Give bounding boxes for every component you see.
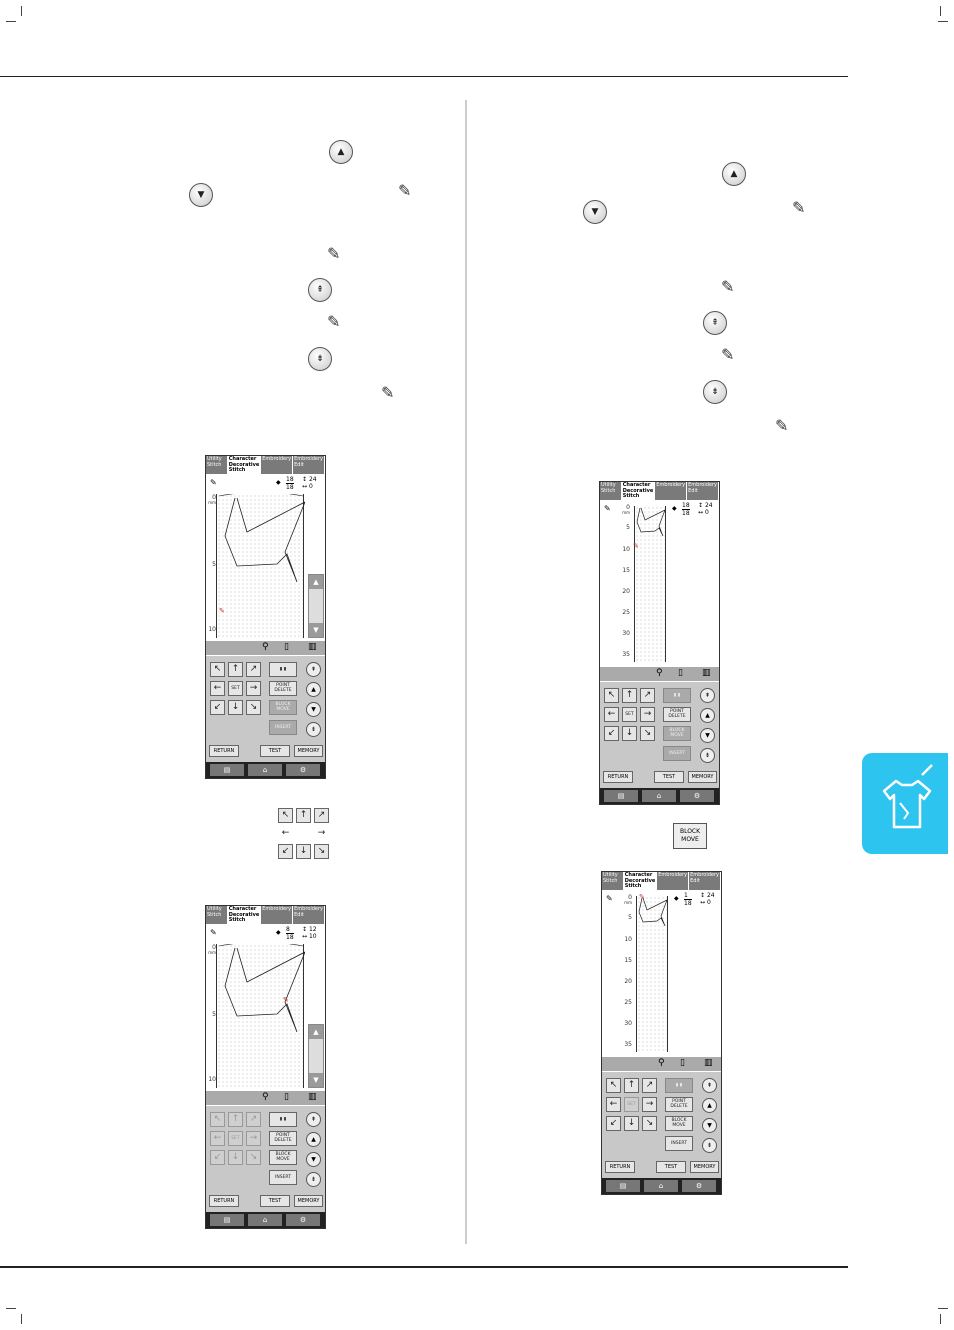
scrollbar[interactable] — [308, 1024, 324, 1088]
arrow-down-icon: ↓ — [296, 844, 311, 859]
ruler-unit: mm — [208, 950, 216, 955]
counter-top: 8 — [286, 926, 290, 933]
view-toolbar — [206, 641, 325, 655]
ruler-tick: 5 — [628, 914, 632, 921]
jump-up-button[interactable]: ⇞ — [700, 688, 715, 703]
pencil-icon: ✎ — [721, 277, 735, 296]
tab-character-decorative[interactable]: Character Decorative Stitch — [228, 456, 260, 473]
design-grid[interactable] — [216, 944, 304, 1088]
return-button[interactable]: RETURN — [603, 771, 633, 783]
stitch-outline — [217, 944, 305, 1088]
ruler-unit: mm — [624, 900, 632, 905]
jump-down-button[interactable]: ⇟ — [306, 722, 321, 737]
point-info: ✎ ◆ 8 18 ↕ 12 ↔ 10 — [210, 926, 317, 941]
move-right-button[interactable]: → — [246, 681, 261, 696]
move-down-button[interactable]: ↓ — [622, 726, 637, 741]
arrow-keypad-illustration — [278, 808, 330, 860]
test-button[interactable]: TEST — [260, 1195, 290, 1207]
move-up-left-button[interactable]: ↖ — [210, 662, 225, 677]
set-button[interactable]: SET — [624, 1097, 639, 1112]
move-left-button[interactable]: ← — [210, 681, 225, 696]
grid-icon[interactable]: ▯ — [284, 642, 289, 652]
machine-icon[interactable]: ⌂ — [248, 1214, 282, 1226]
move-up-right-button[interactable]: ↗ — [246, 1112, 261, 1127]
jump-up-icon: ⇞ — [703, 311, 727, 335]
ruler-tick: 10 — [208, 626, 216, 633]
insert-button[interactable]: INSERT — [663, 746, 691, 761]
screen-footer — [206, 1212, 325, 1228]
screen-footer — [602, 1178, 721, 1194]
settings-icon[interactable]: ⚙ — [286, 764, 320, 776]
move-up-right-button[interactable]: ↗ — [642, 1078, 657, 1093]
point-up-button[interactable]: ▲ — [702, 1098, 717, 1113]
view-toolbar — [602, 1057, 721, 1071]
block-move-button[interactable]: BLOCK MOVE — [269, 700, 297, 715]
crop-mark — [938, 21, 948, 22]
tag-icon: ◆ — [672, 505, 677, 512]
point-down-button[interactable]: ▼ — [306, 702, 321, 717]
test-button[interactable]: TEST — [656, 1161, 686, 1173]
page-icon[interactable]: ▤ — [210, 764, 244, 776]
arrow-down-right-icon: ↘ — [314, 844, 329, 859]
arrow-left-icon: ← — [278, 826, 293, 841]
mode-tabs — [206, 456, 325, 474]
tab-utility-stitch[interactable]: Utility Stitch — [602, 872, 624, 890]
memory-button[interactable]: MEMORY — [294, 1195, 323, 1207]
move-left-button[interactable]: ← — [606, 1097, 621, 1112]
zoom-icon[interactable]: ⚲ — [658, 1058, 665, 1068]
scroll-up-button[interactable]: ▲ — [309, 1025, 323, 1039]
counter-bottom: 18 — [684, 900, 692, 907]
move-down-left-button[interactable]: ↙ — [606, 1116, 621, 1131]
vertical-value: 24 — [308, 476, 317, 483]
crop-mark — [940, 1314, 941, 1324]
tab-embroidery-edit[interactable]: Embroidery Edit — [689, 872, 721, 890]
move-down-button[interactable]: ↓ — [228, 700, 243, 715]
ruler-tick: 15 — [622, 567, 630, 574]
ruler-tick: 0 — [628, 894, 632, 901]
up-arrow-icon: ▲ — [329, 140, 353, 164]
horizontal-value: 0 — [704, 509, 709, 516]
zoom-icon[interactable]: ⚲ — [656, 668, 663, 678]
horizontal-value: 0 — [706, 899, 711, 906]
counter-bottom: 18 — [682, 510, 690, 517]
tab-embroidery[interactable]: Embroidery — [655, 482, 687, 500]
stitch-outline — [217, 494, 305, 638]
jump-down-button[interactable]: ⇟ — [306, 1172, 321, 1187]
tab-utility-stitch[interactable]: Utility Stitch — [206, 456, 228, 474]
move-down-left-button[interactable]: ↙ — [210, 1150, 225, 1165]
stitch-type-button[interactable]: ▮ ▮ — [269, 1112, 297, 1127]
ruler-tick: 0 — [626, 504, 630, 511]
chapter-side-tab — [862, 753, 948, 854]
ruler-tick: 10 — [208, 1076, 216, 1083]
settings-icon[interactable]: ⚙ — [680, 790, 714, 802]
move-right-button[interactable]: → — [642, 1097, 657, 1112]
pencil-icon: ✎ — [775, 416, 789, 435]
grid-icon[interactable]: ▯ — [284, 1092, 289, 1102]
return-button[interactable]: RETURN — [605, 1161, 635, 1173]
block-move-button[interactable]: BLOCK MOVE — [665, 1116, 693, 1131]
point-info: ✎ ◆ 18 18 ↕ 24 ↔ 0 — [604, 502, 713, 517]
ruler-tick: 30 — [624, 1020, 632, 1027]
point-down-button[interactable]: ▼ — [306, 1152, 321, 1167]
control-panel — [602, 1072, 721, 1180]
screen-footer — [600, 788, 719, 804]
block-move-button[interactable]: BLOCK MOVE — [269, 1150, 297, 1165]
tab-embroidery-edit[interactable]: Embroidery Edit — [293, 906, 325, 924]
jump-up-button[interactable]: ⇞ — [306, 662, 321, 677]
memory-button[interactable]: MEMORY — [688, 771, 717, 783]
move-down-right-button[interactable]: ↘ — [640, 726, 655, 741]
pencil-icon: ✎ — [398, 181, 412, 200]
tab-character-decorative[interactable]: Character Decorative Stitch — [624, 872, 656, 889]
stitch-icon: ✎ — [606, 894, 613, 903]
footer-rule — [0, 1266, 848, 1268]
arrow-right-icon: → — [314, 826, 329, 841]
lcd-screen — [601, 871, 722, 1195]
insert-button[interactable]: INSERT — [269, 720, 297, 735]
mode-tabs — [600, 482, 719, 500]
jump-down-button[interactable]: ⇟ — [700, 748, 715, 763]
set-button[interactable]: SET — [228, 681, 243, 696]
horizontal-value: 10 — [308, 933, 317, 940]
ruler-tick: 5 — [626, 524, 630, 531]
ruler-tick: 35 — [624, 1041, 632, 1048]
move-left-button[interactable]: ← — [210, 1131, 225, 1146]
return-button[interactable]: RETURN — [209, 1195, 239, 1207]
needle-point-icon: ✎ — [219, 607, 225, 615]
jump-down-button[interactable]: ⇟ — [702, 1138, 717, 1153]
page-icon[interactable]: ▤ — [604, 790, 638, 802]
point-delete-button[interactable]: POINT DELETE — [269, 681, 297, 696]
point-up-button[interactable]: ▲ — [700, 708, 715, 723]
arrow-down-left-icon: ↙ — [278, 844, 293, 859]
view-toolbar — [600, 667, 719, 681]
point-delete-button[interactable]: POINT DELETE — [663, 707, 691, 722]
vertical-value: 12 — [308, 926, 317, 933]
zoom-icon[interactable]: ⚲ — [262, 642, 269, 652]
lcd-screen — [205, 455, 326, 779]
stitch-icon: ✎ — [210, 928, 217, 937]
tab-embroidery[interactable]: Embroidery — [261, 906, 293, 924]
move-down-left-button[interactable]: ↙ — [210, 700, 225, 715]
move-up-button[interactable]: ↑ — [624, 1078, 639, 1093]
arrow-up-right-icon: ↗ — [314, 808, 329, 823]
move-up-left-button[interactable]: ↖ — [210, 1112, 225, 1127]
point-info: ✎ ◆ 18 18 ↕ 24 ↔ 0 — [210, 476, 317, 491]
lcd-screen — [599, 481, 720, 805]
point-down-button[interactable]: ▼ — [702, 1118, 717, 1133]
pencil-icon: ✎ — [327, 312, 341, 331]
screen-footer — [206, 762, 325, 778]
block-move-key-illustration: BLOCK MOVE — [673, 823, 707, 849]
up-arrow-icon: ▲ — [722, 162, 746, 186]
move-down-right-button[interactable]: ↘ — [246, 1150, 261, 1165]
tab-character-decorative[interactable]: Character Decorative Stitch — [228, 906, 260, 923]
stitch-type-button[interactable]: ▮ ▮ — [663, 688, 691, 703]
move-up-button[interactable]: ↑ — [622, 688, 637, 703]
page-icon[interactable]: ▤ — [606, 1180, 640, 1192]
stitch-icon: ✎ — [604, 504, 611, 513]
stitch-type-button[interactable]: ▮ ▮ — [269, 662, 297, 677]
block-move-button[interactable]: BLOCK MOVE — [663, 726, 691, 741]
needle-point-icon: ✎ — [639, 893, 645, 901]
crop-mark — [6, 1308, 16, 1309]
tag-icon: ◆ — [276, 479, 281, 486]
tag-icon: ◆ — [276, 929, 281, 936]
ruler-unit: mm — [622, 510, 630, 515]
machine-icon[interactable]: ⌂ — [644, 1180, 678, 1192]
mode-tabs — [602, 872, 721, 890]
counter-top: 18 — [682, 502, 690, 509]
memory-button[interactable]: MEMORY — [690, 1161, 719, 1173]
point-up-button[interactable]: ▲ — [306, 682, 321, 697]
shirt-icon — [862, 753, 948, 854]
tab-embroidery-edit[interactable]: Embroidery Edit — [293, 456, 325, 474]
mode-tabs — [206, 906, 325, 924]
book-icon[interactable]: ▥ — [308, 1092, 317, 1102]
point-delete-button[interactable]: POINT DELETE — [665, 1097, 693, 1112]
set-button[interactable]: SET — [622, 707, 637, 722]
grid-icon[interactable]: ▯ — [678, 668, 683, 678]
jump-up-button[interactable]: ⇞ — [702, 1078, 717, 1093]
pencil-icon: ✎ — [721, 345, 735, 364]
scrollbar[interactable] — [308, 574, 324, 638]
jump-up-icon: ⇞ — [308, 278, 332, 302]
needle-point-icon: ✎ — [633, 542, 639, 550]
counter-bottom: 18 — [286, 934, 294, 941]
settings-icon[interactable]: ⚙ — [682, 1180, 716, 1192]
control-panel — [206, 1106, 325, 1214]
jump-up-button[interactable]: ⇞ — [306, 1112, 321, 1127]
point-info: ✎ ◆ 1 18 ↕ 24 ↔ 0 — [606, 892, 715, 907]
test-button[interactable]: TEST — [654, 771, 684, 783]
ruler-unit: mm — [208, 500, 216, 505]
counter-top: 1 — [684, 892, 688, 899]
crop-mark — [21, 6, 22, 16]
scroll-down-button[interactable]: ▼ — [309, 1073, 323, 1087]
crop-mark — [21, 1314, 22, 1324]
book-icon[interactable]: ▥ — [702, 668, 711, 678]
jump-down-icon: ⇟ — [703, 380, 727, 404]
set-button[interactable]: SET — [228, 1131, 243, 1146]
column-divider — [465, 100, 467, 1244]
insert-button[interactable]: INSERT — [269, 1170, 297, 1185]
view-toolbar — [206, 1091, 325, 1105]
tag-icon: ◆ — [674, 895, 679, 902]
book-icon[interactable]: ▥ — [704, 1058, 713, 1068]
needle-point-icon: ✎ — [283, 996, 289, 1004]
ruler-tick: 0 — [212, 494, 216, 501]
ruler-tick: 5 — [212, 561, 216, 568]
design-grid[interactable] — [636, 893, 668, 1052]
arrow-up-left-icon: ↖ — [278, 808, 293, 823]
vertical-value: 24 — [704, 502, 713, 509]
machine-icon[interactable]: ⌂ — [642, 790, 676, 802]
crop-mark — [938, 1308, 948, 1309]
down-arrow-icon: ▼ — [583, 200, 607, 224]
ruler-tick: 20 — [622, 588, 630, 595]
tab-utility-stitch[interactable]: Utility Stitch — [206, 906, 228, 924]
control-panel — [206, 656, 325, 764]
crop-mark — [6, 21, 16, 22]
move-up-left-button[interactable]: ↖ — [604, 688, 619, 703]
crop-mark — [940, 6, 941, 16]
pencil-icon: ✎ — [381, 383, 395, 402]
ruler-tick: 10 — [624, 936, 632, 943]
return-button[interactable]: RETURN — [209, 745, 239, 757]
insert-button[interactable]: INSERT — [665, 1136, 693, 1151]
move-up-button[interactable]: ↑ — [228, 662, 243, 677]
ruler-tick: 30 — [622, 630, 630, 637]
ruler-tick: 15 — [624, 957, 632, 964]
point-down-button[interactable]: ▼ — [700, 728, 715, 743]
move-left-button[interactable]: ← — [604, 707, 619, 722]
ruler-tick: 10 — [622, 546, 630, 553]
zoom-icon[interactable]: ⚲ — [262, 1092, 269, 1102]
point-delete-button[interactable]: POINT DELETE — [269, 1131, 297, 1146]
tab-embroidery[interactable]: Embroidery — [657, 872, 689, 890]
move-down-right-button[interactable]: ↘ — [642, 1116, 657, 1131]
design-grid[interactable] — [216, 494, 304, 638]
stitch-icon: ✎ — [210, 478, 217, 487]
tab-embroidery-edit[interactable]: Embroidery Edit — [687, 482, 719, 500]
memory-button[interactable]: MEMORY — [294, 745, 323, 757]
machine-icon[interactable]: ⌂ — [248, 764, 282, 776]
tab-utility-stitch[interactable]: Utility Stitch — [600, 482, 622, 500]
stitch-type-button[interactable]: ▮ ▮ — [665, 1078, 693, 1093]
ruler-tick: 20 — [624, 978, 632, 985]
counter-top: 18 — [286, 476, 294, 483]
ruler-tick: 25 — [624, 999, 632, 1006]
design-grid[interactable] — [634, 506, 666, 662]
ruler-tick: 0 — [212, 944, 216, 951]
ruler-tick: 25 — [622, 609, 630, 616]
ruler-tick: 35 — [622, 651, 630, 658]
move-down-left-button[interactable]: ↙ — [604, 726, 619, 741]
test-button[interactable]: TEST — [260, 745, 290, 757]
down-arrow-icon: ▼ — [189, 183, 213, 207]
move-up-right-button[interactable]: ↗ — [640, 688, 655, 703]
vertical-value: 24 — [706, 892, 715, 899]
move-right-button[interactable]: → — [640, 707, 655, 722]
control-panel — [600, 682, 719, 790]
move-up-right-button[interactable]: ↗ — [246, 662, 261, 677]
scroll-up-button[interactable]: ▲ — [309, 575, 323, 589]
page-icon[interactable]: ▤ — [210, 1214, 244, 1226]
stitch-outline — [637, 896, 669, 1052]
lcd-screen — [205, 905, 326, 1229]
move-down-button[interactable]: ↓ — [228, 1150, 243, 1165]
point-up-button[interactable]: ▲ — [306, 1132, 321, 1147]
scroll-down-button[interactable]: ▼ — [309, 623, 323, 637]
move-down-button[interactable]: ↓ — [624, 1116, 639, 1131]
book-icon[interactable]: ▥ — [308, 642, 317, 652]
move-down-right-button[interactable]: ↘ — [246, 700, 261, 715]
ruler-tick: 5 — [212, 1011, 216, 1018]
header-rule — [0, 76, 848, 77]
move-right-button[interactable]: → — [246, 1131, 261, 1146]
tab-embroidery[interactable]: Embroidery — [261, 456, 293, 474]
settings-icon[interactable]: ⚙ — [286, 1214, 320, 1226]
pencil-icon: ✎ — [327, 244, 341, 263]
move-up-left-button[interactable]: ↖ — [606, 1078, 621, 1093]
tab-character-decorative[interactable]: Character Decorative Stitch — [622, 482, 654, 499]
move-up-button[interactable]: ↑ — [228, 1112, 243, 1127]
jump-down-icon: ⇟ — [308, 347, 332, 371]
pencil-icon: ✎ — [792, 198, 806, 217]
horizontal-value: 0 — [308, 483, 313, 490]
counter-bottom: 18 — [286, 484, 294, 491]
arrow-up-icon: ↑ — [296, 808, 311, 823]
grid-icon[interactable]: ▯ — [680, 1058, 685, 1068]
stitch-outline — [635, 506, 667, 662]
